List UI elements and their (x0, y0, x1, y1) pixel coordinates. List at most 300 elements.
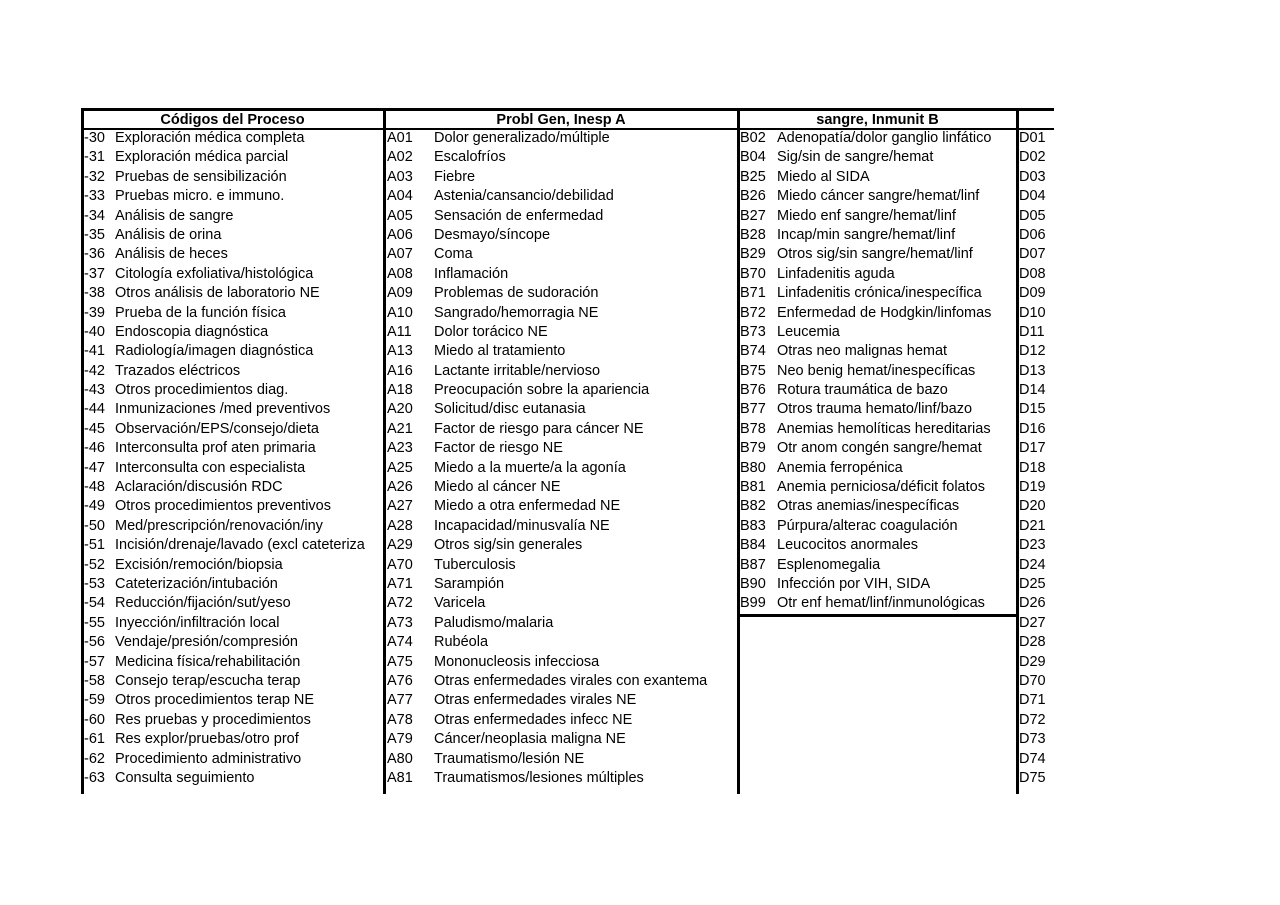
procedure-label: Aclaración/discusión RDC (115, 479, 283, 496)
a-code-row (384, 245, 738, 264)
procedure-row (81, 362, 384, 381)
a-code-code: A09 (387, 285, 413, 302)
a-code-code: A07 (387, 246, 413, 263)
a-code-row (384, 342, 738, 361)
procedure-row (81, 148, 384, 167)
b-code-label: Adenopatía/dolor ganglio linfático (777, 130, 992, 146)
procedure-label: Inyección/infiltración local (115, 614, 280, 631)
d-code-code: D13 (1019, 362, 1046, 379)
b-code-row (738, 304, 1017, 323)
b-code-code: B26 (740, 188, 766, 205)
a-code-label: Mononucleosis infecciosa (434, 653, 600, 670)
b-code-code: B76 (740, 382, 766, 399)
procedure-code: -43 (84, 382, 105, 399)
a-code-row (384, 148, 738, 167)
a-code-label: Inflamación (434, 265, 509, 282)
digestive-rows (1017, 129, 1054, 788)
procedure-code: -40 (84, 323, 105, 340)
procedure-row (81, 168, 384, 187)
procedure-code: -44 (84, 401, 105, 418)
procedure-label: Otros análisis de laboratorio NE (115, 285, 320, 302)
a-code-label: Factor de riesgo para cáncer NE (434, 420, 644, 437)
blood-immune-rows (738, 129, 1017, 614)
b-code-label: Otros trauma hemato/linf/bazo (777, 401, 973, 418)
procedure-code: -57 (84, 653, 105, 670)
a-code-row (384, 750, 738, 769)
procedure-label: Incisión/drenaje/lavado (excl cateteriza (115, 537, 365, 554)
a-code-code: A70 (387, 556, 413, 573)
d-code-row (1017, 711, 1054, 730)
a-code-label: Sensación de enfermedad (434, 207, 604, 224)
procedure-label: Consulta seguimiento (115, 769, 255, 786)
a-code-code: A16 (387, 362, 413, 379)
d-code-code: D16 (1019, 420, 1046, 437)
a-code-code: A11 (387, 323, 412, 340)
procedure-row (81, 497, 384, 516)
procedure-label: Otros procedimientos preventivos (115, 498, 331, 515)
a-code-row (384, 381, 738, 400)
d-code-row (1017, 478, 1054, 497)
procedure-row (81, 691, 384, 710)
procedure-row (81, 536, 384, 555)
procedure-row (81, 400, 384, 419)
a-code-code: A29 (387, 537, 413, 554)
d-code-row (1017, 730, 1054, 749)
procedure-label: Reducción/fijación/sut/yeso (115, 595, 291, 612)
a-code-label: Factor de riesgo NE (434, 440, 563, 457)
b-code-label: Púrpura/alterac coagulación (777, 517, 958, 534)
a-code-label: Astenia/cansancio/debilidad (434, 188, 614, 205)
d-code-row (1017, 148, 1054, 167)
procedure-code: -52 (84, 556, 105, 573)
b-code-label: Otras neo malignas hemat (777, 343, 948, 360)
a-code-code: A72 (387, 595, 413, 612)
procedure-label: Excisión/remoción/biopsia (115, 556, 283, 573)
a-code-label: Miedo al tratamiento (434, 343, 566, 360)
a-code-code: A01 (387, 130, 413, 146)
a-code-code: A79 (387, 731, 413, 748)
procedure-row (81, 420, 384, 439)
b-code-code: B84 (740, 537, 766, 554)
b-code-code: B28 (740, 226, 766, 243)
b-code-row (738, 129, 1017, 148)
procedure-label: Medicina física/rehabilitación (115, 653, 301, 670)
procedure-row (81, 653, 384, 672)
a-code-label: Escalofríos (434, 149, 506, 166)
digestive-column (1017, 108, 1054, 794)
d-code-code: D15 (1019, 401, 1046, 418)
a-code-label: Miedo a otra enfermedad NE (434, 498, 621, 515)
a-code-row (384, 323, 738, 342)
d-code-row (1017, 614, 1054, 633)
procedure-label: Otros procedimientos diag. (115, 382, 289, 399)
procedure-label: Vendaje/presión/compresión (115, 634, 298, 651)
procedure-label: Interconsulta prof aten primaria (115, 440, 316, 457)
d-code-code: D26 (1019, 595, 1046, 612)
a-code-code: A78 (387, 711, 413, 728)
b-code-code: B72 (740, 304, 766, 321)
b-code-code: B02 (740, 130, 766, 146)
d-code-code: D24 (1019, 556, 1046, 573)
procedure-label: Otros procedimientos terap NE (115, 692, 315, 709)
b-code-row (738, 381, 1017, 400)
d-code-code: D07 (1019, 246, 1046, 263)
procedure-row (81, 207, 384, 226)
d-code-code: D74 (1019, 750, 1046, 767)
d-code-code: D18 (1019, 459, 1046, 476)
procedure-code: -49 (84, 498, 105, 515)
a-code-row (384, 362, 738, 381)
d-code-code: D14 (1019, 382, 1046, 399)
d-code-row (1017, 400, 1054, 419)
procedure-label: Interconsulta con especialista (115, 459, 306, 476)
a-code-code: A80 (387, 750, 413, 767)
a-code-code: A08 (387, 265, 413, 282)
b-code-code: B70 (740, 265, 766, 282)
b-code-label: Incap/min sangre/hemat/linf (777, 226, 956, 243)
procedure-row (81, 633, 384, 652)
b-code-row (738, 517, 1017, 536)
procedure-code: -32 (84, 168, 105, 185)
a-code-row (384, 284, 738, 303)
procedure-code: -53 (84, 575, 105, 592)
b-code-label: Neo benig hemat/inespecíficas (777, 362, 976, 379)
a-code-row (384, 594, 738, 613)
b-code-code: B87 (740, 556, 766, 573)
b-code-code: B77 (740, 401, 766, 418)
procedure-row (81, 575, 384, 594)
procedure-code: -55 (84, 614, 105, 631)
procedure-code: -54 (84, 595, 105, 612)
d-code-code: D05 (1019, 207, 1046, 224)
b-code-code: B74 (740, 343, 766, 360)
procedure-rows (81, 129, 384, 788)
d-code-row (1017, 207, 1054, 226)
a-code-row (384, 265, 738, 284)
procedure-label: Trazados eléctricos (115, 362, 241, 379)
a-code-row (384, 478, 738, 497)
procedure-row (81, 265, 384, 284)
a-code-code: A13 (387, 343, 413, 360)
a-code-code: A18 (387, 382, 413, 399)
procedure-label: Análisis de sangre (115, 207, 234, 224)
d-code-row (1017, 342, 1054, 361)
d-code-row (1017, 284, 1054, 303)
a-code-label: Miedo al cáncer NE (434, 479, 561, 496)
procedure-row (81, 478, 384, 497)
d-code-code: D21 (1019, 517, 1046, 534)
procedure-label: Res explor/pruebas/otro prof (115, 731, 299, 748)
a-code-label: Otras enfermedades virales NE (434, 692, 637, 709)
d-code-code: D01 (1019, 130, 1046, 146)
b-code-code: B80 (740, 459, 766, 476)
a-code-code: A26 (387, 479, 413, 496)
procedure-code: -38 (84, 285, 105, 302)
procedure-code: -60 (84, 711, 105, 728)
d-code-row (1017, 439, 1054, 458)
b-code-code: B73 (740, 323, 766, 340)
b-code-row (738, 497, 1017, 516)
procedure-code: -56 (84, 634, 105, 651)
b-code-label: Miedo enf sangre/hemat/linf (777, 207, 956, 224)
a-code-label: Sarampión (434, 575, 505, 592)
a-code-label: Sangrado/hemorragia NE (434, 304, 599, 321)
a-code-label: Tuberculosis (434, 556, 516, 573)
procedure-code: -34 (84, 207, 105, 224)
procedure-code: -42 (84, 362, 105, 379)
b-code-row (738, 168, 1017, 187)
d-code-code: D27 (1019, 614, 1046, 631)
a-code-code: A73 (387, 614, 413, 631)
procedure-code: -31 (84, 149, 105, 166)
d-code-row (1017, 245, 1054, 264)
procedure-label: Prueba de la función física (115, 304, 286, 321)
a-code-row (384, 672, 738, 691)
a-code-code: A02 (387, 149, 413, 166)
a-code-row (384, 459, 738, 478)
a-code-code: A71 (387, 575, 413, 592)
header-b: sangre, Inmunit B (816, 112, 939, 128)
a-code-label: Desmayo/síncope (434, 226, 551, 243)
d-code-code: D08 (1019, 265, 1046, 282)
d-code-code: D06 (1019, 226, 1046, 243)
b-code-label: Leucocitos anormales (777, 537, 919, 554)
blood-immune-column (738, 108, 1017, 794)
procedure-label: Radiología/imagen diagnóstica (115, 343, 314, 360)
d-code-code: D02 (1019, 149, 1046, 166)
b-code-row (738, 594, 1017, 613)
a-code-row (384, 711, 738, 730)
d-code-row (1017, 769, 1054, 788)
d-code-code: D12 (1019, 343, 1046, 360)
procedure-code: -58 (84, 672, 105, 689)
a-code-row (384, 439, 738, 458)
a-code-label: Otros sig/sin generales (434, 537, 583, 554)
d-code-row (1017, 556, 1054, 575)
b-code-label: Sig/sin de sangre/hemat (777, 149, 934, 166)
a-code-row (384, 420, 738, 439)
d-code-code: D09 (1019, 285, 1046, 302)
a-code-code: A77 (387, 692, 413, 709)
b-code-label: Otros sig/sin sangre/hemat/linf (777, 246, 973, 263)
b-code-label: Miedo al SIDA (777, 168, 870, 185)
procedure-row (81, 284, 384, 303)
a-code-code: A20 (387, 401, 413, 418)
d-code-code: D73 (1019, 731, 1046, 748)
a-code-label: Traumatismo/lesión NE (434, 750, 585, 767)
b-code-code: B81 (740, 479, 766, 496)
b-code-code: B27 (740, 207, 766, 224)
a-code-label: Fiebre (434, 168, 476, 185)
procedure-code: -48 (84, 479, 105, 496)
d-code-code: D71 (1019, 692, 1046, 709)
a-code-label: Dolor generalizado/múltiple (434, 130, 610, 146)
a-code-code: A03 (387, 168, 413, 185)
a-code-row (384, 575, 738, 594)
b-code-row (738, 284, 1017, 303)
d-code-code: D10 (1019, 304, 1046, 321)
a-code-row (384, 691, 738, 710)
procedure-label: Citología exfoliativa/histológica (115, 265, 314, 282)
b-code-code: B79 (740, 440, 766, 457)
procedure-code: -36 (84, 246, 105, 263)
d-code-row (1017, 265, 1054, 284)
procedure-row (81, 439, 384, 458)
a-code-code: A06 (387, 226, 413, 243)
a-code-label: Lactante irritable/nervioso (434, 362, 601, 379)
procedure-row (81, 556, 384, 575)
a-code-row (384, 769, 738, 788)
procedure-label: Inmunizaciones /med preventivos (115, 401, 331, 418)
procedure-label: Exploración médica parcial (115, 149, 289, 166)
d-code-code: D11 (1019, 323, 1045, 340)
a-code-label: Dolor torácico NE (434, 323, 548, 340)
b-code-row (738, 148, 1017, 167)
a-code-code: A28 (387, 517, 413, 534)
b-code-label: Otr enf hemat/linf/inmunológicas (777, 595, 985, 612)
procedure-code: -46 (84, 440, 105, 457)
b-code-row (738, 420, 1017, 439)
d-code-code: D70 (1019, 672, 1046, 689)
a-code-row (384, 129, 738, 148)
procedure-code: -62 (84, 750, 105, 767)
d-code-code: D20 (1019, 498, 1046, 515)
procedure-codes-column (81, 108, 384, 794)
code-sheet (81, 108, 1054, 794)
a-code-row (384, 207, 738, 226)
d-code-code: D04 (1019, 188, 1046, 205)
procedure-row (81, 517, 384, 536)
b-code-row (738, 478, 1017, 497)
b-code-label: Otr anom congén sangre/hemat (777, 440, 982, 457)
procedure-row (81, 245, 384, 264)
procedure-row (81, 226, 384, 245)
b-code-row (738, 439, 1017, 458)
a-code-row (384, 633, 738, 652)
b-code-label: Linfadenitis crónica/inespecífica (777, 285, 982, 302)
a-code-label: Varicela (434, 595, 486, 612)
b-code-row (738, 536, 1017, 555)
procedure-code: -51 (84, 537, 105, 554)
d-code-code: D19 (1019, 479, 1046, 496)
a-code-code: A21 (387, 420, 413, 437)
b-code-code: B82 (740, 498, 766, 515)
d-code-row (1017, 129, 1054, 148)
procedure-code: -61 (84, 731, 105, 748)
procedure-row (81, 672, 384, 691)
a-code-label: Otras enfermedades virales con exantema (434, 672, 708, 689)
b-code-row (738, 556, 1017, 575)
a-code-code: A23 (387, 440, 413, 457)
procedure-code: -50 (84, 517, 105, 534)
a-code-label: Problemas de sudoración (434, 285, 599, 302)
a-code-row (384, 497, 738, 516)
b-code-row (738, 400, 1017, 419)
procedure-row (81, 323, 384, 342)
procedure-row (81, 187, 384, 206)
b-code-code: B75 (740, 362, 766, 379)
a-code-label: Miedo a la muerte/a la agonía (434, 459, 626, 476)
procedure-code: -63 (84, 769, 105, 786)
b-code-row (738, 342, 1017, 361)
a-code-label: Paludismo/malaria (434, 614, 554, 631)
b-code-label: Anemia ferropénica (777, 459, 903, 476)
d-code-row (1017, 653, 1054, 672)
d-code-code: D25 (1019, 575, 1046, 592)
b-code-code: B71 (740, 285, 766, 302)
a-code-code: A75 (387, 653, 413, 670)
a-code-row (384, 517, 738, 536)
procedure-row (81, 594, 384, 613)
d-code-row (1017, 536, 1054, 555)
a-code-label: Rubéola (434, 634, 489, 651)
procedure-label: Análisis de orina (115, 226, 222, 243)
d-code-row (1017, 168, 1054, 187)
header-d (1017, 111, 1054, 129)
b-code-label: Anemia perniciosa/déficit folatos (777, 479, 985, 496)
header-proc: Códigos del Proceso (160, 112, 305, 128)
d-code-row (1017, 750, 1054, 769)
d-code-row (1017, 304, 1054, 323)
procedure-label: Res pruebas y procedimientos (115, 711, 311, 728)
d-code-row (1017, 633, 1054, 652)
d-code-row (1017, 517, 1054, 536)
b-code-row (738, 207, 1017, 226)
a-code-row (384, 226, 738, 245)
general-problems-column (384, 108, 738, 794)
a-code-row (384, 614, 738, 633)
a-code-label: Incapacidad/minusvalía NE (434, 517, 610, 534)
a-code-code: A10 (387, 304, 413, 321)
procedure-label: Med/prescripción/renovación/iny (115, 517, 323, 534)
a-code-code: A74 (387, 634, 413, 651)
procedure-code: -47 (84, 459, 105, 476)
d-code-code: D17 (1019, 440, 1046, 457)
a-code-code: A27 (387, 498, 413, 515)
b-code-code: B78 (740, 420, 766, 437)
d-code-code: D03 (1019, 168, 1046, 185)
d-code-row (1017, 672, 1054, 691)
d-code-row (1017, 497, 1054, 516)
procedure-code: -35 (84, 226, 105, 243)
b-code-label: Anemias hemolíticas hereditarias (777, 420, 991, 437)
a-code-code: A25 (387, 459, 413, 476)
general-problems-rows (384, 129, 738, 788)
procedure-code: -30 (84, 130, 105, 146)
header-a: Probl Gen, Inesp A (496, 112, 626, 128)
procedure-code: -39 (84, 304, 105, 321)
b-code-label: Rotura traumática de bazo (777, 382, 948, 399)
a-code-label: Cáncer/neoplasia maligna NE (434, 731, 626, 748)
b-code-label: Esplenomegalia (777, 556, 881, 573)
procedure-label: Exploración médica completa (115, 130, 305, 146)
d-code-row (1017, 226, 1054, 245)
d-code-row (1017, 575, 1054, 594)
a-code-row (384, 653, 738, 672)
b-code-row (738, 323, 1017, 342)
b-code-code: B99 (740, 595, 766, 612)
b-code-label: Miedo cáncer sangre/hemat/linf (777, 188, 980, 205)
procedure-row (81, 750, 384, 769)
procedure-row (81, 381, 384, 400)
d-code-code: D29 (1019, 653, 1046, 670)
a-code-code: A76 (387, 672, 413, 689)
procedure-label: Pruebas micro. e immuno. (115, 188, 285, 205)
procedure-code: -45 (84, 420, 105, 437)
procedure-code: -41 (84, 343, 105, 360)
d-code-code: D72 (1019, 711, 1046, 728)
a-code-code: A04 (387, 188, 413, 205)
